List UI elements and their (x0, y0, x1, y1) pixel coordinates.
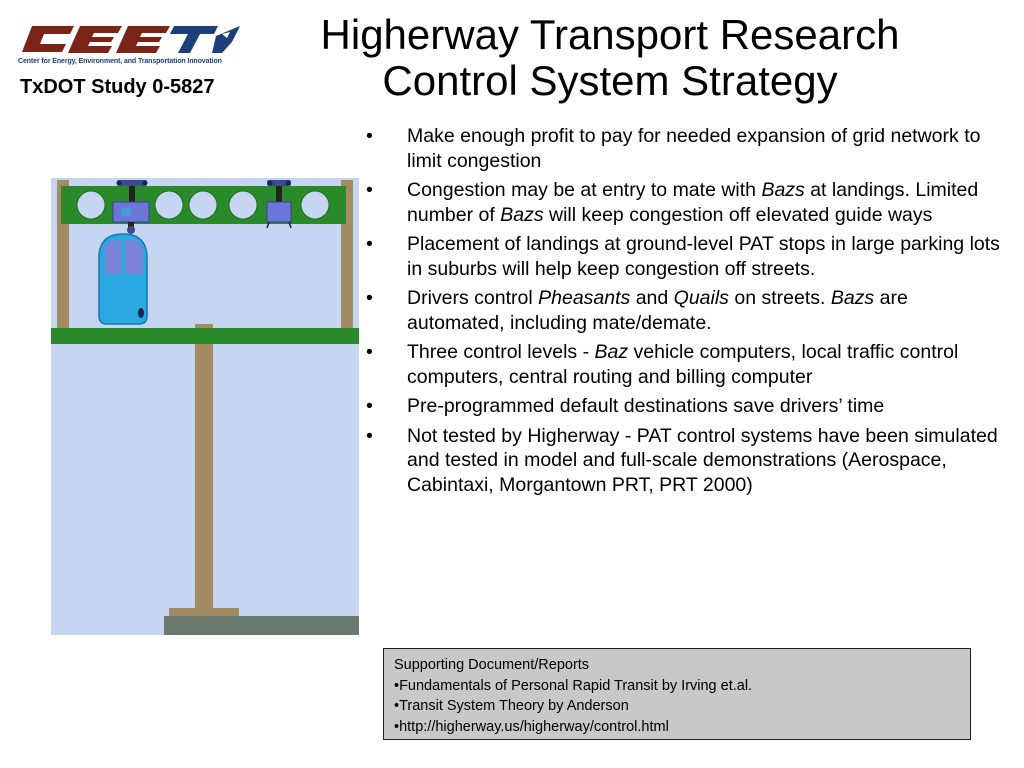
bullet-glyph: • (366, 395, 373, 417)
bullet-text-italic: Baz (594, 341, 629, 363)
bullet-glyph: • (366, 287, 373, 309)
column-cap (195, 324, 213, 328)
ceeti-logo-mark (18, 22, 240, 58)
bullet-glyph: • (366, 424, 373, 447)
lower-crossbeam (51, 328, 359, 344)
title-line-1: Higherway Transport Research (320, 11, 900, 58)
reference-item: •Fundamentals of Personal Rapid Transit by Irving et.al. (394, 677, 753, 694)
bullet-text-italic: Quails (673, 287, 729, 309)
bullet-text: Congestion may be at entry to mate with (407, 179, 762, 201)
column-footing (169, 608, 239, 616)
references-heading: Supporting Document/Reports (394, 657, 590, 673)
bullet-text: Drivers control (407, 287, 539, 309)
bullet-text: Placement of landings at ground-level PAT stops in large parking lots in suburbs will help keep congestion off streets. (407, 233, 1000, 280)
title-line-2: Control System Strategy (382, 57, 838, 104)
bullet-text: Three control levels - (407, 341, 595, 363)
bullet-text: at landings. Limited number of (407, 179, 979, 226)
bullet-text: will keep congestion off elevated guide ways (543, 203, 933, 226)
bullet-item (366, 394, 1006, 419)
bullet-item (366, 340, 1006, 389)
study-id: TxDOT Study 0-5827 (20, 76, 215, 98)
central-column (195, 344, 213, 612)
logo-tagline: Center for Energy, Environment, and Transportation Innovation (18, 58, 222, 65)
guideway-illustration (51, 178, 359, 635)
ceeti-logo (18, 22, 240, 68)
bullet-item (366, 424, 1006, 498)
bullet-text-italic: Pheasants (538, 287, 631, 309)
bullet-text-italic: Bazs (761, 179, 805, 201)
bullet-item (366, 178, 1006, 227)
bullet-text: Make enough profit to pay for needed expansion of grid network to limit congestion (407, 125, 981, 172)
bullet-glyph: • (366, 233, 373, 255)
bullet-text: and (630, 287, 674, 309)
reference-item: •Transit System Theory by Anderson (394, 698, 629, 714)
page-title (270, 12, 950, 104)
bullet-item (366, 124, 1006, 173)
strategy-bullet-list (366, 124, 1006, 502)
bullet-glyph: • (366, 125, 373, 147)
bullet-text: on streets. (728, 287, 831, 309)
ground (164, 616, 359, 635)
supporting-documents-box (383, 648, 971, 740)
bullet-text-italic: Bazs (830, 287, 875, 309)
bullet-glyph: • (366, 341, 373, 363)
bullet-text: are automated, including mate/demate. (407, 287, 908, 334)
bullet-glyph: • (366, 179, 373, 201)
bullet-item (366, 286, 1006, 335)
bullet-item (366, 232, 1006, 281)
bullet-text: Not tested by Higherway - PAT control systems have been simulated and tested in model and full-scale demonstrations (Aerospace, Cabintaxi, Morgantown PRT, PRT 2000) (407, 424, 998, 496)
bullet-text: vehicle computers, local traffic control computers, central routing and billing computer (407, 341, 959, 388)
reference-item: •http://higherway.us/higherway/control.html (394, 718, 669, 735)
bullet-text-italic: Bazs (500, 203, 544, 226)
suspended-vehicle (99, 234, 147, 324)
bullet-text: Pre-programmed default destinations save drivers’ time (407, 395, 885, 417)
